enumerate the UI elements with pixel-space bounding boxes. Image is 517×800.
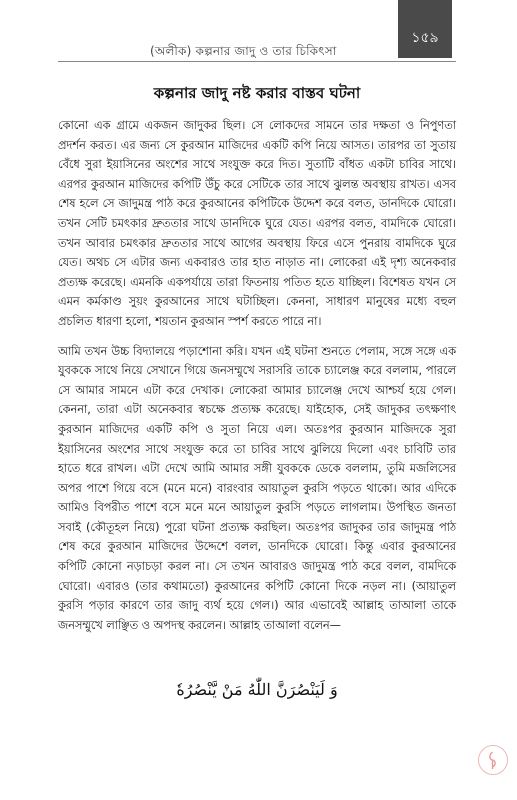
page-header	[0, 0, 517, 62]
section-heading: কল্পনার জাদু নষ্ট করার বাস্তব ঘটনা	[153, 84, 361, 102]
page-number-box	[398, 0, 452, 58]
paragraph: আমি তখন উচ্চ বিদ্যালয়ে পড়াশোনা করি। যখন এই ঘটনা শুনতে পেলাম, সঙ্গে সঙ্গে এক যুবককে সাথে নিয়ে সেখানে গিয়ে জনসম্মুখে সরাসরি তাকে চ্যালেঞ্জ করে বললাম, পারলে সে আমার সামনে এটা করে দেখাক। লোকেরা আমার চ্যালেঞ্জ দেখে আশ্চর্য হয়ে গেল। কেননা, তারা এটা অনেকবার স্বচক্ষে প্রত্যক্ষ করেছে। যাইহোক, সেই জাদুকর তৎক্ষণাৎ কুরআন মাজিদের একটি কপি ও সুতা নিয়ে এল। অতঃপর কুরআন মাজিদকে সুরা ইয়াসিনের অংশের সাথে সংযুক্ত করে তা চাবির সাথে ঝুলিয়ে দিলো এবং চাবিটি তার হাতে ধরে রাখল। এটা দেখে আমি আমার সঙ্গী যুবককে ডেকে বললাম, তুমি মজলিসের অপর পাশে গিয়ে বসে (মনে মনে) বারংবার আয়াতুল কুরসি পড়তে থাকো। আর এদিকে আমিও বিপরীত পাশে বসে মনে মনে আয়াতুল কুরসি পড়তে লাগলাম। উপস্থিত জনতা সবাই (কৌতূহল নিয়ে) পুরো ঘটনা প্রত্যক্ষ করছিল। অতঃপর জাদুকর তার জাদুমন্ত্র পাঠ শেষ করে কুরআন মাজিদের উদ্দেশে বলল, ডানদিকে ঘোরো। কিন্তু এবার কুরআনের কপিটি কোনো নড়াচড়া করল না। সে তখন আবারও জাদুমন্ত্র পাঠ করে বলল, বামদিকে ঘোরো। এবারও (তার কথামতো) কুরআনের কপিটি কোনো দিকে নড়ল না। (আয়াতুল কুরসি পড়ার কারণে তার জাদু ব্যর্থ হয়ে গেল।) আর এভাবেই আল্লাহ তাআলা তাকে জনসম্মুখে লাঞ্ছিত ও অপদস্থ করলেন। আল্লাহ তাআলা বলেন—	[58, 344, 456, 632]
page-number: ১৫৯	[411, 30, 439, 46]
quran-verse: وَ لَيَنْصُرَنَّ اللّٰهُ مَنْ يَّنْصُرُهٗ	[176, 680, 338, 699]
publisher-logo-icon	[478, 745, 508, 775]
paragraph: কোনো এক গ্রামে একজন জাদুকর ছিল। সে লোকদের সামনে তার দক্ষতা ও নিপুণতা প্রদর্শন করত। এর জন্য সে কুরআন মাজিদের একটি কপি নিয়ে আসত। তারপর তা সুতায় বেঁধে সুরা ইয়াসিনের অংশের সাথে সংযুক্ত করে দিত। সুতাটি বাঁধত একটা চাবির সাথে। এরপর কুরআন মাজিদের কপিটি উঁচু করে সেটিকে তার সাথে ঝুলন্ত অবস্থায় রাখত। এসব শেষ হলে সে জাদুমন্ত্র পাঠ করে কুরআনের কপিটিকে উদ্দেশ করে বলত, ডানদিকে ঘোরো। তখন সেটি চমৎকার দ্রুততার সাথে ডানদিকে ঘুরে যেত। এরপর বলত, বামদিকে ঘোরো। তখন আবার চমৎকার দ্রুততার সাথে আগের অবস্থায় ফিরে এসে পুনরায় বামদিকে ঘুরে যেত। অথচ সে এটার জন্য একবারও তার হাত নাড়াত না। লোকেরা এই দৃশ্য অনেকবার প্রত্যক্ষ করেছে। এমনকি একপর্যায়ে তারা ফিতনায় পতিত হতে যাচ্ছিল। বিশেষত যখন সে এমন কর্মকাণ্ড সুয়ং কুরআনের সাথে ঘটাচ্ছিল। কেননা, সাধারণ মানুষের মধ্যে বহুল প্রচলিত ধারণা হলো, শয়তান কুরআন স্পর্শ করতে পারে না।	[58, 119, 456, 328]
running-title: (অলীক) কল্পনার জাদু ও তার চিকিৎসা	[150, 44, 337, 58]
header-divider	[58, 61, 456, 62]
body-text	[58, 116, 456, 645]
